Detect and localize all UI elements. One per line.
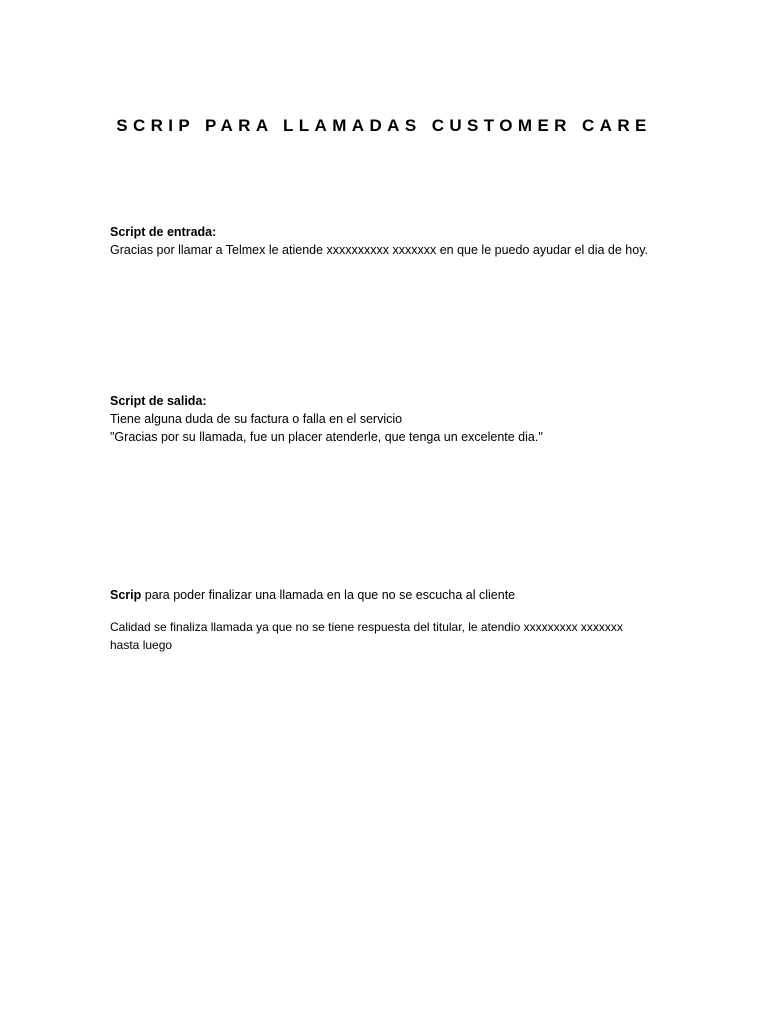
script-entrada-section	[110, 223, 658, 259]
script-finalizar-heading-bold: Scrip	[110, 588, 142, 602]
script-salida-section	[110, 392, 658, 446]
script-entrada-heading: Script de entrada:	[110, 225, 217, 239]
script-finalizar-text: Calidad se finaliza llamada ya que no se tiene respuesta del titular, le atendio xxxxxxxxx xxxxxxx hasta luego	[110, 620, 623, 652]
script-salida-line-2: "Gracias por su llamada, fue un placer atenderle, que tenga un excelente dia."	[110, 430, 543, 444]
script-salida-heading: Script de salida:	[110, 394, 207, 408]
script-entrada-text: Gracias por llamar a Telmex le atiende xxxxxxxxxx xxxxxxx en que le puedo ayudar el dia de hoy.	[110, 243, 648, 257]
document-title: SCRIP PARA LLAMADAS CUSTOMER CARE	[116, 116, 652, 135]
script-salida-line-1: Tiene alguna duda de su factura o falla en el servicio	[110, 412, 403, 426]
script-finalizar-heading	[110, 586, 658, 604]
script-finalizar-heading-rest: para poder finalizar una llamada en la que no se escucha al cliente	[141, 588, 516, 602]
script-finalizar-section	[110, 618, 630, 654]
